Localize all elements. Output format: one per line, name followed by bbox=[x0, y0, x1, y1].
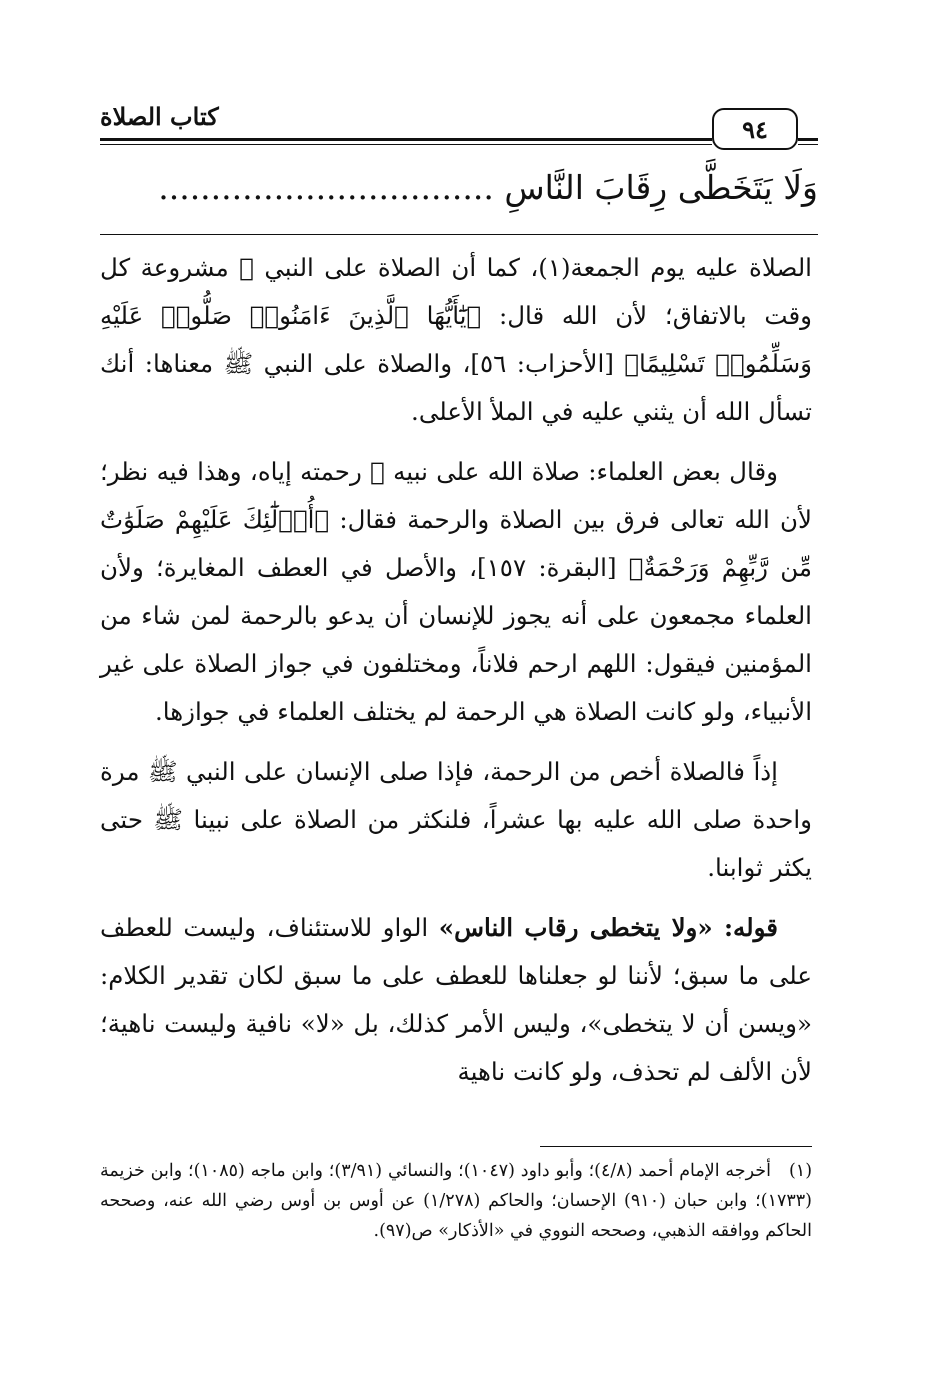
paragraph-lead: قوله: «ولا يتخطى رقاب الناس» bbox=[438, 913, 778, 942]
header-rule bbox=[100, 138, 712, 141]
paragraph-text: الواو للاستئناف، وليست للعطف على ما سبق؛ لأننا لو جعلناها للعطف على ما سبق لكان تقدير الكلام: «ويسن أن لا يتخطى»، وليس الأمر كذلك، بل «لا» نافية وليست ناهية؛ لأن الألف لم تحذف، ولو كانت ناهية bbox=[100, 913, 812, 1086]
paragraph bbox=[100, 748, 812, 892]
page-number bbox=[712, 108, 798, 150]
commentary-body bbox=[100, 244, 812, 1108]
running-title: كتاب الصلاة bbox=[100, 102, 219, 131]
matn-divider bbox=[100, 234, 818, 235]
header-rule bbox=[798, 144, 818, 145]
matn-dots: ................................ bbox=[158, 168, 494, 207]
footnote-marker: (١) bbox=[788, 1161, 813, 1181]
page-number-text: ٩٤ bbox=[742, 114, 768, 144]
footnote-divider bbox=[540, 1146, 812, 1147]
matn-text: وَلَا يَتَخَطَّى رِقَابَ النَّاسِ bbox=[504, 168, 818, 207]
paragraph-text: وقال بعض العلماء: صلاة الله على نبيه ﷺ رحمته إياه، وهذا فيه نظر؛ لأن الله تعالى فرق بين الصلاة والرحمة فقال: ﴿أُو۟لَٰٓئِكَ عَلَيْهِمْ صَلَوَٰتٌ مِّن رَّبِّهِمْ وَرَحْمَةٌ﴾ [البقرة: ١٥٧]، والأصل في العطف المغايرة؛ ولأن العلماء مجمعون على أنه يجوز للإنسان أن يدعو بالرحمة لمن شاء من المؤمنين فيقول: اللهم ارحم فلاناً، ومختلفون في جواز الصلاة على غير الأنبياء، ولو كانت الصلاة هي الرحمة لم يختلف العلماء في جوازها. bbox=[100, 457, 812, 726]
paragraph bbox=[100, 244, 812, 436]
paragraph-text: الصلاة عليه يوم الجمعة(١)، كما أن الصلاة على النبي ﷺ مشروعة كل وقت بالاتفاق؛ لأن الله قال: ﴿يَٰٓأَيُّهَا ٱلَّذِينَ ءَامَنُوا۟ صَلُّوا۟ عَلَيْهِ وَسَلِّمُوا۟ تَسْلِيمًا﴾ [الأحزاب: ٥٦]، والصلاة على النبي ﷺ معناها: أنك تسأل الله أن يثني عليه في الملأ الأعلى. bbox=[100, 253, 813, 426]
page-header bbox=[100, 88, 818, 158]
paragraph bbox=[100, 448, 812, 736]
footnote-text: أخرجه الإمام أحمد (٤/٨)؛ وأبو داود (١٠٤٧)؛ والنسائي (٣/٩١)؛ وابن ماجه (١٠٨٥)؛ وابن خزيمة (١٧٣٣)؛ وابن حبان (٩١٠) الإحسان؛ والحاكم (١/٢٧٨) عن أوس بن أوس رضي الله عنه، وصححه الحاكم ووافقه الذهبي، وصححه النووي في «الأذكار» ص(٩٧). bbox=[100, 1161, 812, 1241]
header-rule bbox=[100, 144, 712, 145]
matn-heading bbox=[100, 168, 818, 228]
paragraph bbox=[100, 904, 812, 1096]
header-rule bbox=[798, 138, 818, 141]
footnote bbox=[100, 1156, 812, 1246]
paragraph-text: إذاً فالصلاة أخص من الرحمة، فإذا صلى الإنسان على النبي ﷺ مرة واحدة صلى الله عليه بها عشراً، فلنكثر من الصلاة على نبينا ﷺ حتى يكثر ثوابنا. bbox=[100, 757, 812, 882]
